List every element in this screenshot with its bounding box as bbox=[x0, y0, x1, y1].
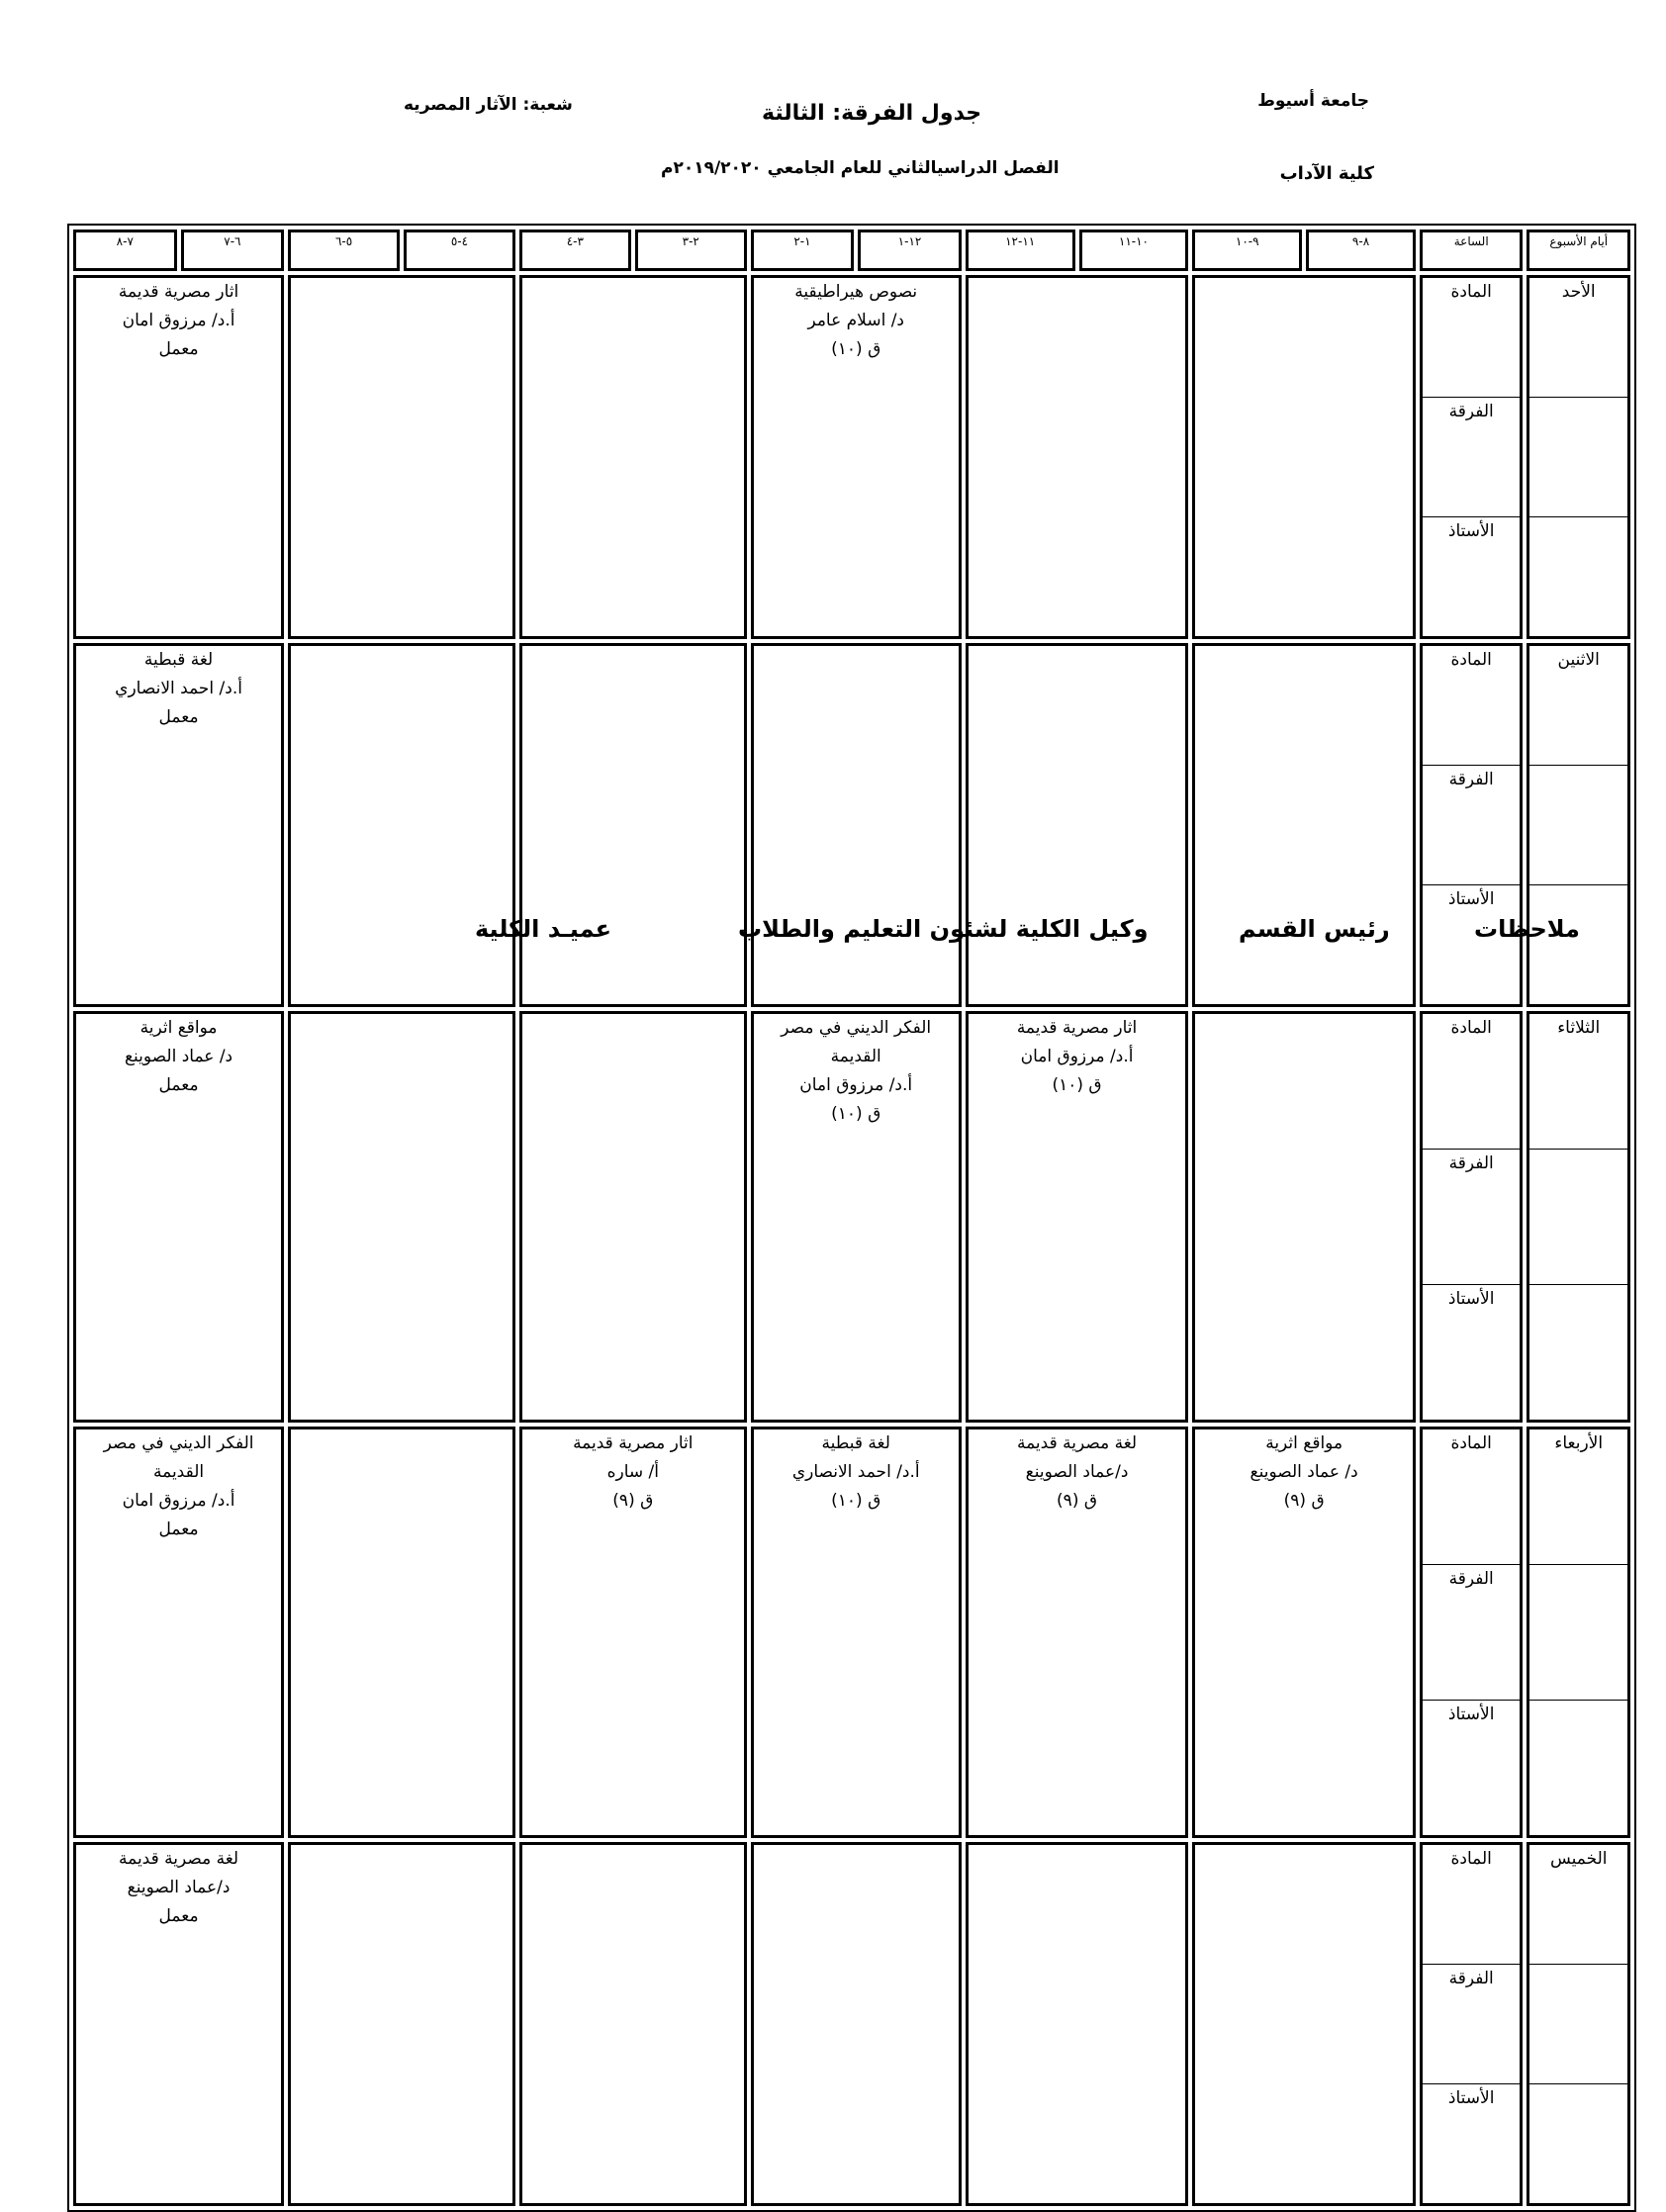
slot-line: معمل bbox=[158, 1075, 199, 1095]
vice-dean-label: وكيل الكلية لشئون التعليم والطلاب bbox=[738, 915, 1149, 943]
corner-hour-cell: الساعة bbox=[1420, 230, 1524, 271]
day-cell bbox=[1527, 1842, 1630, 2206]
schedule-table bbox=[67, 224, 1636, 2212]
slot-line: د/ اسلام عامر bbox=[807, 311, 904, 330]
day-row bbox=[73, 1842, 1630, 2206]
slot-line: د/ عماد الصوينع bbox=[1250, 1462, 1358, 1482]
day-cell bbox=[1527, 1011, 1630, 1423]
row-label: المادة bbox=[1423, 646, 1521, 766]
period-header: ٧-٨ bbox=[73, 230, 177, 271]
period-header: ١-٢ bbox=[751, 230, 855, 271]
period-header: ٨-٩ bbox=[1306, 230, 1416, 271]
period-header: ١٢-١ bbox=[858, 230, 962, 271]
slot-line: لغة مصرية قديمة bbox=[119, 1849, 239, 1869]
slot-cell bbox=[751, 1842, 962, 2206]
day-cell bbox=[1527, 643, 1630, 1007]
slot-line: أ.د/ مرزوق امان bbox=[1020, 1047, 1134, 1066]
slot-line: د/ عماد الصوينع bbox=[124, 1047, 233, 1066]
slot-cell bbox=[1192, 1842, 1416, 2206]
day-name: الاثنين bbox=[1529, 646, 1627, 766]
row-label: الفرقة bbox=[1423, 398, 1521, 517]
day-sub-cell bbox=[1529, 1150, 1627, 1285]
period-header: ٣-٤ bbox=[519, 230, 631, 271]
division-label: شعبة: الآثار المصريه bbox=[404, 95, 573, 115]
slot-line: مواقع اثرية bbox=[1265, 1433, 1343, 1453]
slot-line: ق (١٠) bbox=[831, 1104, 881, 1124]
slot-line: أ.د/ مرزوق امان bbox=[122, 1491, 235, 1511]
slot-line: ق (٩) bbox=[1283, 1491, 1325, 1511]
row-label-cell bbox=[1420, 1842, 1524, 2206]
page-title: جدول الفرقة: الثالثة bbox=[762, 101, 982, 126]
row-label: المادة bbox=[1423, 1845, 1521, 1965]
period-header: ٢-٣ bbox=[635, 230, 747, 271]
slot-cell bbox=[751, 275, 962, 639]
period-header-row bbox=[73, 230, 1630, 271]
slot-line: لغة قبطية bbox=[821, 1433, 890, 1453]
slot-cell bbox=[966, 1427, 1189, 1838]
slot-line: د/عماد الصوينع bbox=[1025, 1462, 1129, 1482]
row-label: الفرقة bbox=[1423, 1150, 1521, 1285]
slot-line: الفكر الديني في مصر bbox=[103, 1433, 254, 1453]
slot-line: أ.د/ احمد الانصاري bbox=[115, 679, 242, 698]
day-sub-cell bbox=[1529, 1701, 1627, 1836]
day-sub-cell bbox=[1529, 398, 1627, 517]
slot-cell bbox=[519, 1842, 747, 2206]
slot-cell bbox=[966, 1842, 1189, 2206]
row-label: المادة bbox=[1423, 278, 1521, 398]
slot-line: نصوص هيراطيقية bbox=[794, 282, 918, 302]
slot-cell bbox=[288, 1011, 515, 1423]
dept-head-label: رئيس القسم bbox=[1239, 915, 1390, 943]
slot-line: اثار مصرية قديمة bbox=[573, 1433, 694, 1453]
slot-cell bbox=[751, 1427, 962, 1838]
period-header: ٩-١٠ bbox=[1192, 230, 1302, 271]
slot-line: اثار مصرية قديمة bbox=[1016, 1018, 1138, 1038]
slot-cell bbox=[519, 643, 747, 1007]
slot-cell bbox=[966, 643, 1189, 1007]
row-label: الأستاذ bbox=[1447, 1289, 1495, 1309]
day-sub-cell bbox=[1529, 766, 1627, 885]
row-label: الفرقة bbox=[1423, 1965, 1521, 2084]
slot-cell bbox=[73, 643, 284, 1007]
row-label-cell bbox=[1420, 1011, 1524, 1423]
notes-label: ملاحظات bbox=[1474, 915, 1580, 943]
period-header: ١١-١٢ bbox=[966, 230, 1075, 271]
semester-label: الفصل الدراسيالثاني للعام الجامعي ٢٠١٩/٢٠٢٠م bbox=[661, 158, 1060, 178]
slot-line: أ/ ساره bbox=[606, 1462, 659, 1482]
period-header: ٥-٦ bbox=[288, 230, 400, 271]
slot-cell bbox=[1192, 1427, 1416, 1838]
slot-line: ق (١٠) bbox=[1052, 1075, 1102, 1095]
slot-cell bbox=[73, 275, 284, 639]
slot-line: القديمة bbox=[153, 1462, 205, 1482]
slot-cell bbox=[73, 1011, 284, 1423]
day-sub-cell bbox=[1529, 1285, 1627, 1421]
day-sub-cell bbox=[1529, 885, 1627, 1005]
day-sub-cell bbox=[1529, 1565, 1627, 1701]
day-sub-cell bbox=[1529, 2084, 1627, 2204]
slot-cell bbox=[966, 1011, 1189, 1423]
corner-days-cell: أيام الأسبوع bbox=[1527, 230, 1630, 271]
day-cell bbox=[1527, 275, 1630, 639]
day-name: الخميس bbox=[1529, 1845, 1627, 1965]
day-name: الأربعاء bbox=[1529, 1429, 1627, 1565]
slot-cell bbox=[751, 1011, 962, 1423]
slot-line: معمل bbox=[158, 1906, 199, 1926]
slot-cell bbox=[1192, 1011, 1416, 1423]
day-row bbox=[73, 1011, 1630, 1423]
slot-line: القديمة bbox=[830, 1047, 881, 1066]
row-label-cell bbox=[1420, 643, 1524, 1007]
slot-line: ق (٩) bbox=[1057, 1491, 1098, 1511]
day-row bbox=[73, 1427, 1630, 1838]
slot-cell bbox=[73, 1427, 284, 1838]
slot-line: معمل bbox=[158, 707, 199, 727]
day-name: الثلاثاء bbox=[1529, 1014, 1627, 1150]
row-label: المادة bbox=[1423, 1429, 1521, 1565]
slot-line: ق (١٠) bbox=[831, 1491, 881, 1511]
slot-line: معمل bbox=[158, 1520, 199, 1539]
period-header: ٤-٥ bbox=[404, 230, 515, 271]
slot-cell bbox=[288, 1842, 515, 2206]
slot-line: ق (١٠) bbox=[831, 339, 881, 359]
row-label: الفرقة bbox=[1423, 1565, 1521, 1701]
period-header: ٦-٧ bbox=[181, 230, 285, 271]
row-label-cell bbox=[1420, 275, 1524, 639]
slot-cell bbox=[519, 275, 747, 639]
slot-line: الفكر الديني في مصر bbox=[781, 1018, 932, 1038]
slot-line: اثار مصرية قديمة bbox=[118, 282, 239, 302]
slot-line: مواقع اثرية bbox=[139, 1018, 218, 1038]
row-label-cell bbox=[1420, 1427, 1524, 1838]
row-label: المادة bbox=[1423, 1014, 1521, 1150]
day-sub-cell bbox=[1529, 1965, 1627, 2084]
row-label: الأستاذ bbox=[1447, 2088, 1495, 2108]
day-row bbox=[73, 275, 1630, 639]
slot-line: أ.د/ احمد الانصاري bbox=[791, 1462, 920, 1482]
slot-line: أ.د/ مرزوق امان bbox=[799, 1075, 913, 1095]
slot-line: د/عماد الصوينع bbox=[127, 1878, 231, 1897]
row-label: الأستاذ bbox=[1447, 521, 1495, 541]
row-label: الأستاذ bbox=[1447, 889, 1495, 909]
day-name: الأحد bbox=[1529, 278, 1627, 398]
slot-line: ق (٩) bbox=[612, 1491, 654, 1511]
slot-line: لغة مصرية قديمة bbox=[1016, 1433, 1138, 1453]
faculty-name: كلية الآداب bbox=[1279, 163, 1374, 184]
day-sub-cell bbox=[1529, 517, 1627, 637]
row-label: الفرقة bbox=[1423, 766, 1521, 885]
day-cell bbox=[1527, 1427, 1630, 1838]
slot-cell bbox=[288, 643, 515, 1007]
slot-cell bbox=[966, 275, 1189, 639]
period-header: ١٠-١١ bbox=[1079, 230, 1189, 271]
slot-cell bbox=[288, 1427, 515, 1838]
slot-line: معمل bbox=[158, 339, 199, 359]
slot-cell bbox=[519, 1011, 747, 1423]
slot-cell bbox=[751, 643, 962, 1007]
slot-cell bbox=[288, 275, 515, 639]
slot-cell bbox=[1192, 275, 1416, 639]
row-label: الأستاذ bbox=[1447, 1705, 1495, 1724]
university-name: جامعة أسيوط bbox=[1257, 91, 1369, 111]
slot-cell bbox=[73, 1842, 284, 2206]
slot-cell bbox=[1192, 643, 1416, 1007]
day-row bbox=[73, 643, 1630, 1007]
dean-label: عميـد الكلية bbox=[475, 915, 612, 943]
slot-line: لغة قبطية bbox=[143, 650, 214, 670]
slot-line: أ.د/ مرزوق امان bbox=[122, 311, 235, 330]
slot-cell bbox=[519, 1427, 747, 1838]
